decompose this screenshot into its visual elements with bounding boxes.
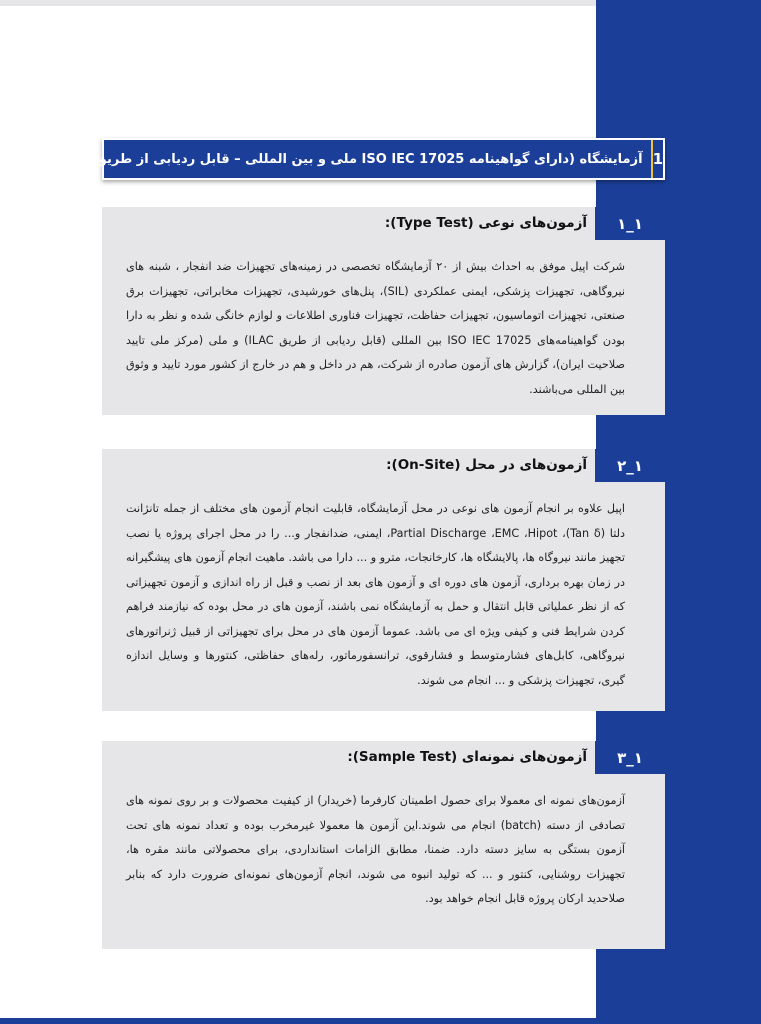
section-title: آزمون‌های نوعی (Type Test): (384, 215, 587, 231)
chapter-header (52, 138, 665, 180)
section-sample-test (102, 741, 665, 949)
section-body: اپیل علاوه بر انجام آزمون های نوعی در محل آزمایشگاه، قابلیت انجام آزمون های مختلف از جمله تانژانت دلتا (Tan δ)، Partial Discharge ،EMC ،Hipot، ایمنی، ضدانفجار و... را در محل اجرای پروژه یا نصب تجهیز مانند نیروگاه ها، پالایشگاه ها، کارخانجات، مترو و ... دارا می باشد. ماهیت انجام آزمون های پیشگیرانه در زمان بهره برداری، آزمون های دوره ای و آزمون های بعد از نصب و قبل از راه اندازی و آزمون تجهیزاتی که از نظر عملیاتی قابل انتقال و حمل به آزمایشگاه نمی باشند، آزمون های در محل بوده که نیازمند فراهم کردن شرایط فنی و کیفی ویژه ای می باشد. عموما آزمون های در محل برای تجهیزاتی از قبیل ژنراتورهای نیروگاهی، کابل‌های فشارمتوسط و فشارقوی، ترانسفورماتور، رله‌های حفاظتی، کنتورها و وسایل اندازه گیری، تجهیزات پزشکی و ... انجام می شوند. (126, 502, 625, 687)
section-title: آزمون‌های نمونه‌ای (Sample Test): (347, 749, 587, 765)
section-number: ۳_۱ (595, 741, 665, 774)
section-body: شرکت اپیل موفق به احداث بیش از ۲۰ آزمایشگاه تخصصی در زمینه‌های تجهیزات ضد انفجار ، شبنه های نیروگاهی، تجهیزات پزشکی، ایمنی عملکردی (SIL)، پنل‌های خورشیدی، تجهیزات مخابراتی، تجهیزات برق صنعتی، تجهیزات اتوماسیون، تجهیزات حفاظت، تجهیزات فناوری اطلاعات و لوازم خانگی شده و نظر به دارا بودن گواهینامه‌های ISO IEC 17025 بین المللی (قابل ردیابی از طریق ILAC) و ملی (مرکز ملی تایید صلاحیت ایران)، گزارش های آزمون صادره از شرکت، هم در داخل و هم در خارج از کشور مورد تایید و وثوق بین المللی می‌باشند. (126, 260, 625, 396)
chapter-title: آزمایشگاه (دارای گواهینامه ISO IEC 17025 ملی و بین المللی – قابل ردیابی از طریق ILAC) (52, 151, 643, 167)
chapter-number: 1 (651, 140, 663, 178)
section-title: آزمون‌های در محل (On-Site): (386, 457, 587, 473)
section-number: ۲_۱ (595, 449, 665, 482)
section-on-site (102, 449, 665, 711)
section-number: ۱_۱ (595, 207, 665, 240)
bottom-accent-bar (0, 1018, 761, 1024)
top-strip (0, 0, 596, 6)
section-type-test (102, 207, 665, 415)
section-body: آزمون‌های نمونه ای معمولا برای حصول اطمینان کارفرما (خریدار) از کیفیت محصولات و بر روی نمونه های تصادفی از دسته (batch) انجام می شوند.این آزمون ها معمولا غیرمخرب بوده و تعداد نمونه های تحت آزمون بستگی به سایز دسته دارد. ضمنا، مطابق الزامات استانداردی، برای محصولاتی مانند مقره ها، تجهیزات روشنایی، کنتور و ... که تولید انبوه می شوند، انجام آزمون‌های نمونه‌ای ضرورت دارد که بنابر صلاحدید ارکان پروژه قابل انجام خواهد بود. (126, 794, 625, 905)
